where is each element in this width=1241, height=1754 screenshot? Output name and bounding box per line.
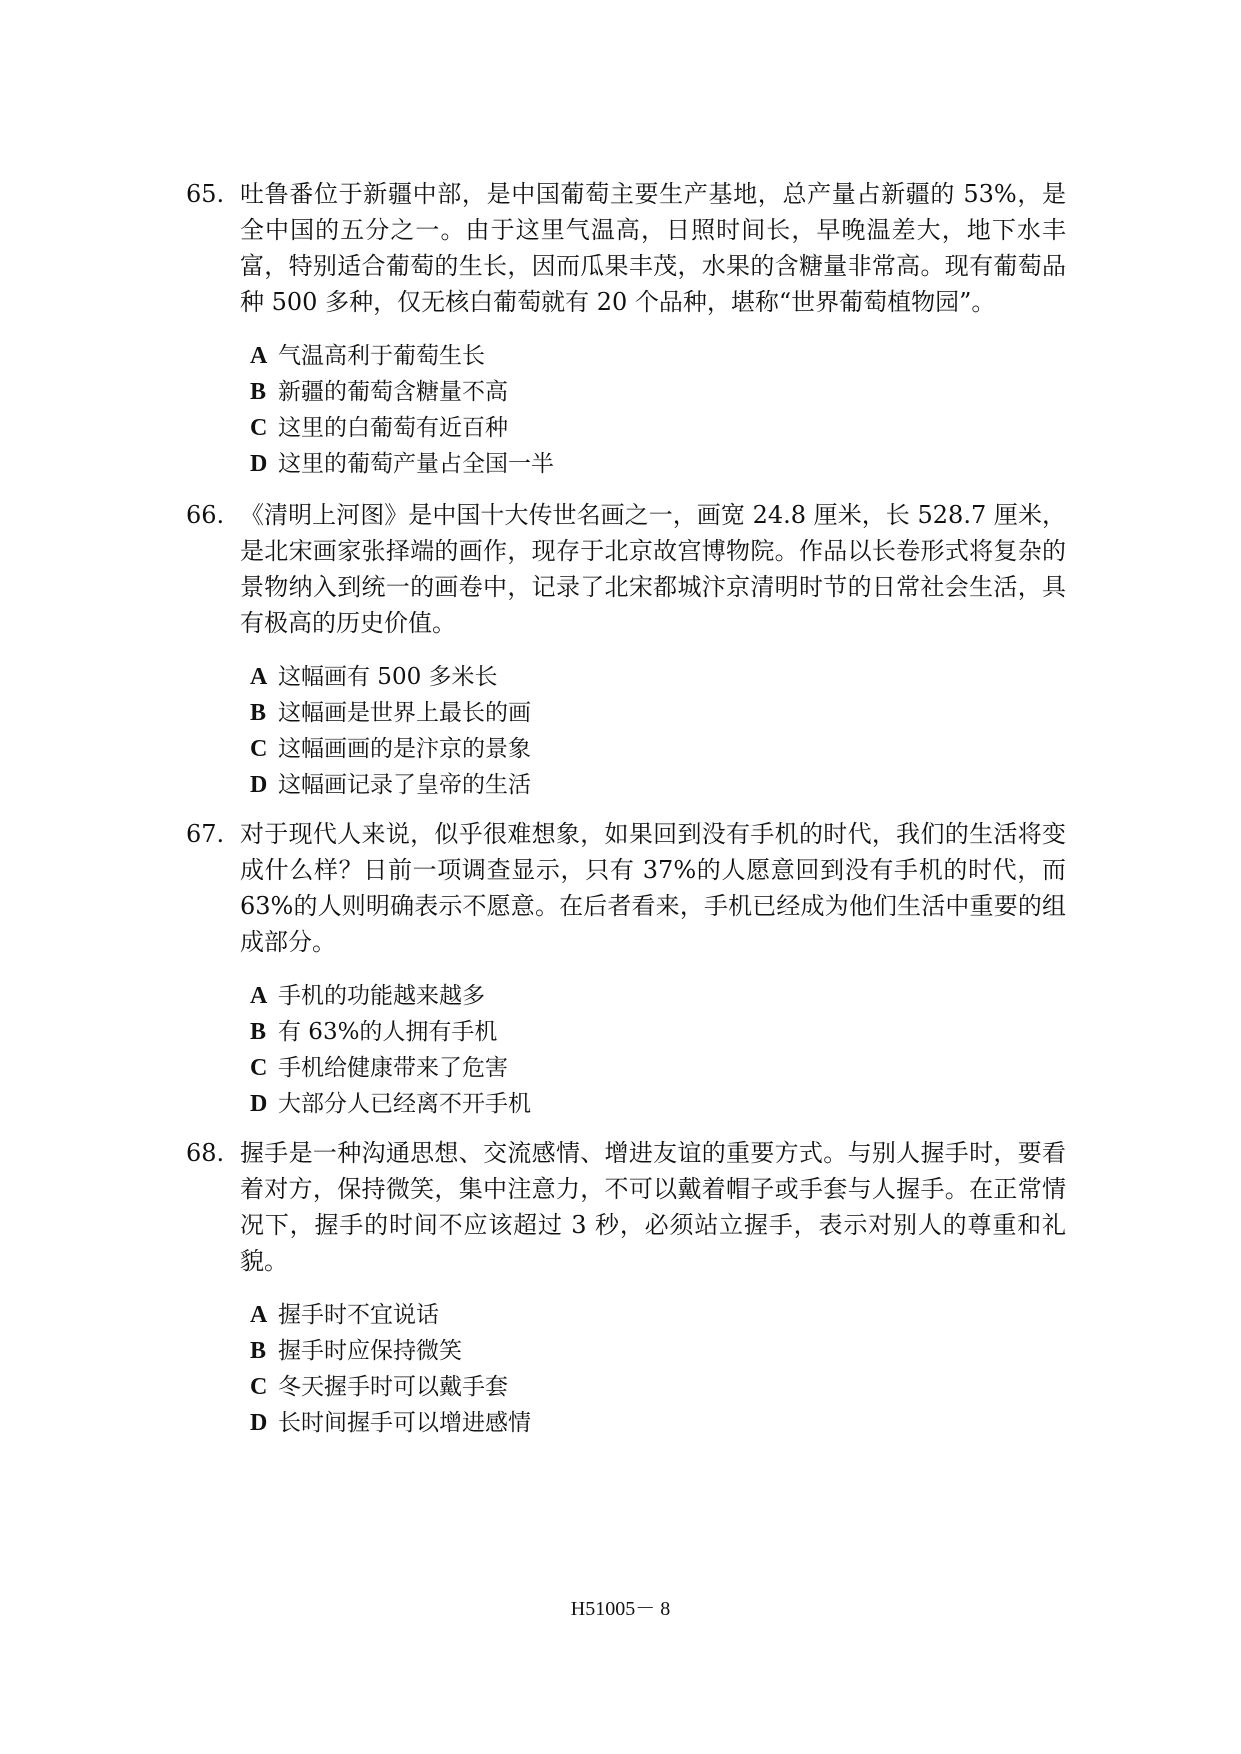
option-text: 大部分人已经离不开手机 [278,1091,531,1117]
option-text: 气温高利于葡萄生长 [278,343,485,369]
option-a[interactable] [250,659,1066,695]
question-number: 67. [186,820,225,848]
option-c[interactable] [250,1050,1066,1086]
option-letter: D [250,451,268,477]
question-stem [186,816,1066,960]
question-text: 对于现代人来说，似乎很难想象，如果回到没有手机的时代，我们的生活将变成什么样？日前一项调查显示，只有 37%的人愿意回到没有手机的时代，而 63%的人则明确表示不愿意。在后者看来，手机已经成为他们生活中重要的组成部分。 [240,820,1066,956]
page-footer-code: H51005－ 8 [570,1598,671,1620]
option-b[interactable] [250,1014,1066,1050]
option-c[interactable] [250,1369,1066,1405]
option-list [250,1297,1066,1441]
option-letter: C [250,1055,268,1081]
question-stem [186,497,1066,641]
question-65 [186,176,1066,482]
option-text: 这幅画记录了皇帝的生活 [278,772,531,798]
option-text: 冬天握手时可以戴手套 [278,1374,508,1400]
option-b[interactable] [250,1333,1066,1369]
option-text: 这里的白葡萄有近百种 [278,415,508,441]
option-b[interactable] [250,374,1066,410]
option-text: 这幅画画的是汴京的景象 [278,736,531,762]
option-list [250,338,1066,482]
option-c[interactable] [250,410,1066,446]
option-list [250,978,1066,1122]
option-text: 手机给健康带来了危害 [278,1055,508,1081]
question-text: 握手是一种沟通思想、交流感情、增进友谊的重要方式。与别人握手时，要看着对方，保持微笑，集中注意力，不可以戴着帽子或手套与人握手。在正常情况下，握手的时间不应该超过 3 秒，必须站立握手，表示对别人的尊重和礼貌。 [240,1139,1066,1275]
option-letter: D [250,1410,268,1436]
option-text: 握手时应保持微笑 [278,1338,462,1364]
option-text: 有 63%的人拥有手机 [278,1019,498,1045]
option-letter: B [250,700,267,726]
option-a[interactable] [250,338,1066,374]
option-letter: A [250,343,268,369]
option-list [250,659,1066,803]
option-text: 这里的葡萄产量占全国一半 [278,451,554,477]
option-text: 手机的功能越来越多 [278,983,485,1009]
question-text: 《清明上河图》是中国十大传世名画之一，画宽 24.8 厘米，长 528.7 厘米，是北宋画家张择端的画作，现存于北京故宫博物院。作品以长卷形式将复杂的景物纳入到统一的画卷中，记录了北宋都城汴京清明时节的日常社会生活，具有极高的历史价值。 [240,501,1066,637]
question-number: 68. [186,1139,225,1167]
question-66 [186,497,1066,803]
option-text: 新疆的葡萄含糖量不高 [278,379,508,405]
option-d[interactable] [250,1086,1066,1122]
option-d[interactable] [250,767,1066,803]
option-letter: A [250,664,268,690]
option-text: 长时间握手可以增进感情 [278,1410,531,1436]
option-letter: C [250,736,268,762]
question-67 [186,816,1066,1122]
option-letter: C [250,1374,268,1400]
question-number: 66. [186,501,225,529]
option-text: 这幅画是世界上最长的画 [278,700,531,726]
option-letter: B [250,1338,267,1364]
option-letter: D [250,772,268,798]
question-stem [186,176,1066,320]
option-d[interactable] [250,446,1066,482]
option-a[interactable] [250,978,1066,1014]
option-letter: A [250,1302,268,1328]
option-a[interactable] [250,1297,1066,1333]
option-letter: A [250,983,268,1009]
question-68 [186,1135,1066,1441]
option-letter: D [250,1091,268,1117]
option-letter: B [250,1019,267,1045]
option-text: 握手时不宜说话 [278,1302,439,1328]
option-text: 这幅画有 500 多米长 [278,664,498,690]
option-d[interactable] [250,1405,1066,1441]
option-letter: B [250,379,267,405]
option-c[interactable] [250,731,1066,767]
question-stem [186,1135,1066,1279]
question-number: 65. [186,180,225,208]
option-letter: C [250,415,268,441]
option-b[interactable] [250,695,1066,731]
question-text: 吐鲁番位于新疆中部，是中国葡萄主要生产基地，总产量占新疆的 53%，是全中国的五分之一。由于这里气温高，日照时间长，早晚温差大，地下水丰富，特别适合葡萄的生长，因而瓜果丰茂，水果的含糖量非常高。现有葡萄品种 500 多种，仅无核白葡萄就有 20 个品种，堪称“世界葡萄植物园”。 [240,180,1066,316]
